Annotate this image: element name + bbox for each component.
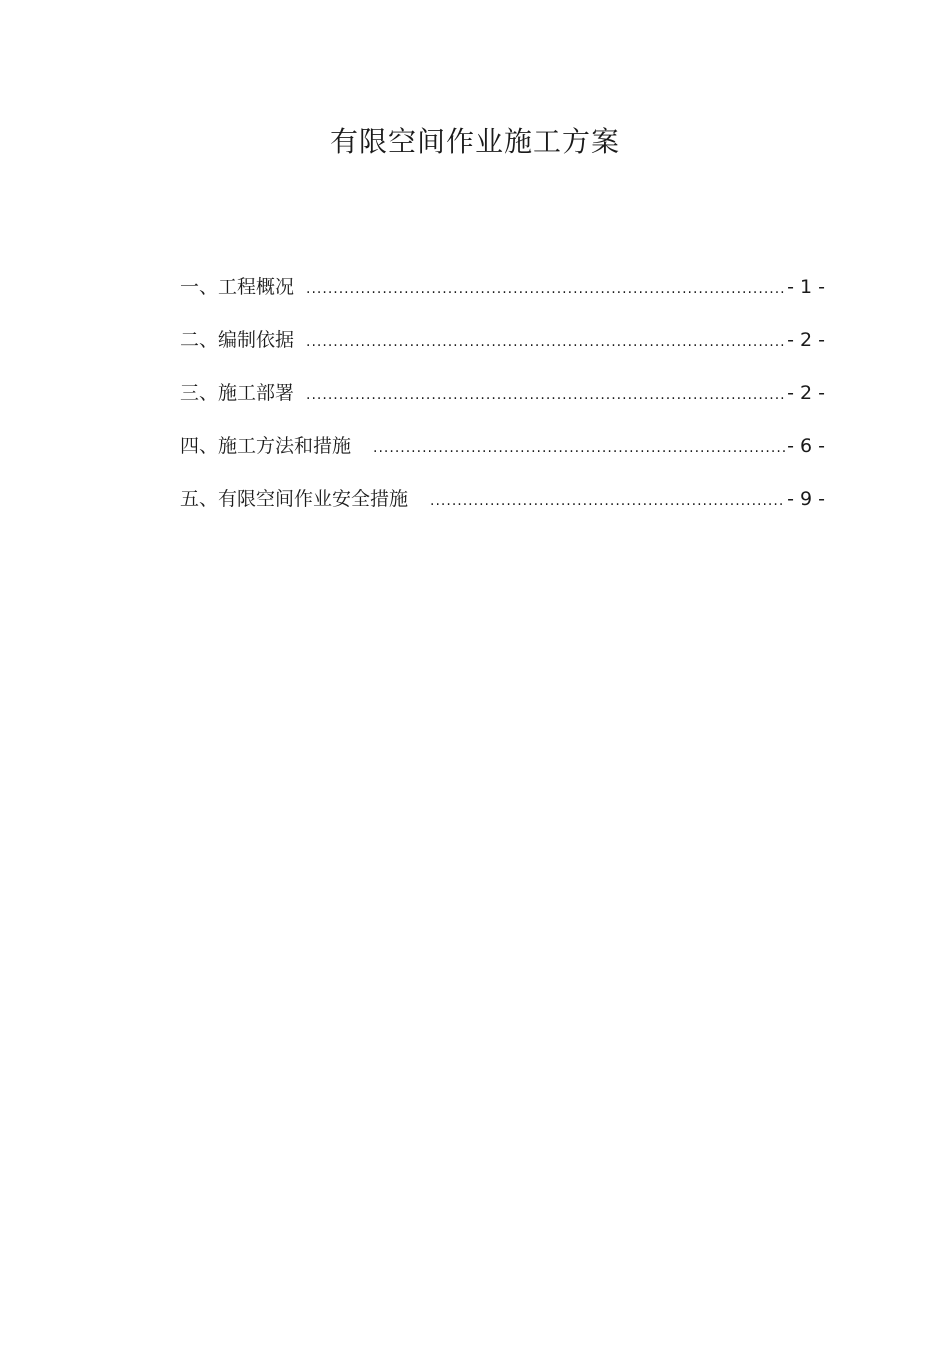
toc-entry-3[interactable] bbox=[180, 378, 825, 404]
toc-entry-page: - 6 - bbox=[787, 435, 825, 457]
table-of-contents bbox=[180, 272, 825, 537]
toc-entry-label: 五、有限空间作业安全措施 bbox=[180, 488, 409, 510]
toc-entry-1[interactable] bbox=[180, 272, 825, 298]
toc-leader-dots bbox=[306, 387, 785, 403]
toc-entry-page: - 9 - bbox=[787, 488, 825, 510]
toc-entry-4[interactable] bbox=[180, 431, 825, 457]
toc-leader-dots bbox=[306, 281, 785, 297]
toc-leader-dots bbox=[430, 493, 785, 509]
toc-entry-label: 三、施工部署 bbox=[180, 382, 295, 404]
toc-entry-label: 二、编制依据 bbox=[180, 329, 295, 351]
document-title: 有限空间作业施工方案 bbox=[329, 125, 620, 158]
toc-leader-dots bbox=[373, 440, 785, 456]
toc-entry-page: - 1 - bbox=[787, 276, 825, 298]
toc-entry-page: - 2 - bbox=[787, 329, 825, 351]
toc-leader-dots bbox=[306, 334, 785, 350]
toc-entry-label: 一、工程概况 bbox=[180, 276, 295, 298]
toc-entry-page: - 2 - bbox=[787, 382, 825, 404]
toc-entry-label: 四、施工方法和措施 bbox=[180, 435, 352, 457]
toc-entry-5[interactable] bbox=[180, 484, 825, 510]
toc-entry-2[interactable] bbox=[180, 325, 825, 351]
